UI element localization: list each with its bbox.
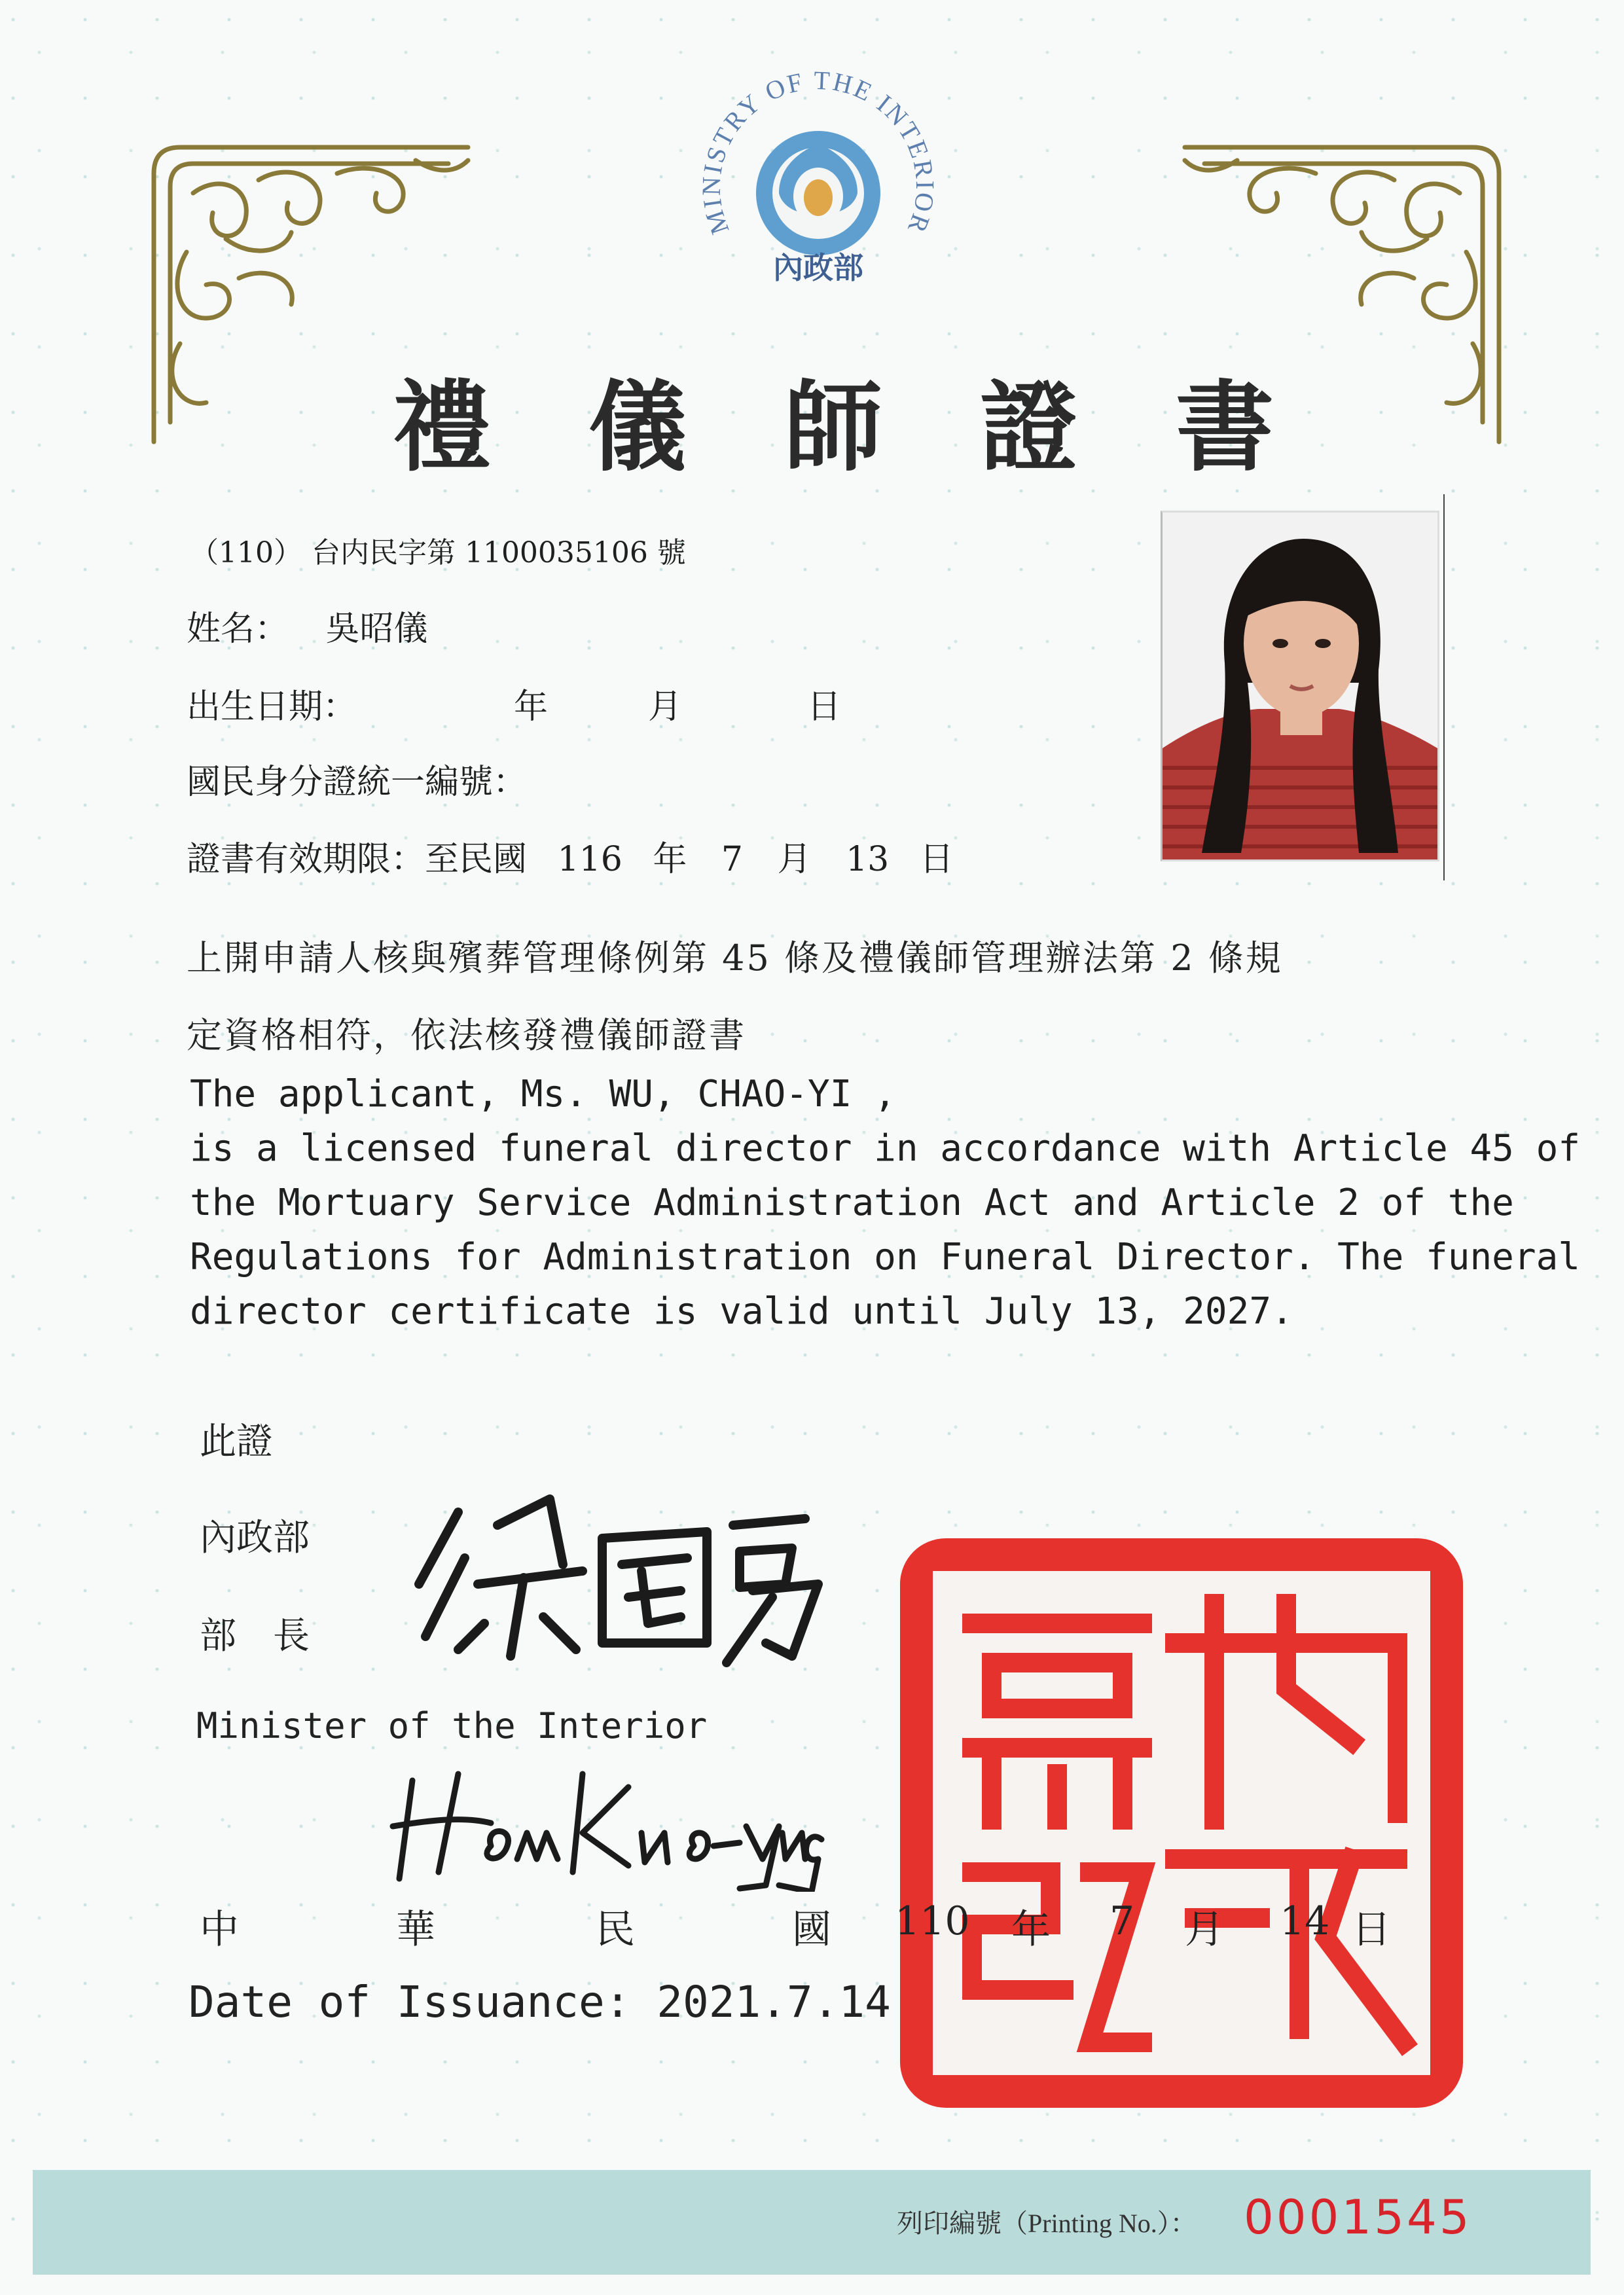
title-char: 書 (1175, 370, 1276, 485)
roc-era-char: 民 (596, 1907, 635, 1953)
roc-era-char: 華 (396, 1907, 435, 1953)
signature-english-icon (386, 1754, 825, 1892)
emblem-ring-text: MINISTRY OF THE INTERIOR (696, 65, 941, 239)
title-char: 儀 (588, 370, 689, 485)
title-char: 師 (784, 370, 885, 485)
signature-chinese-icon (399, 1486, 825, 1669)
roc-year-unit: 年 (1011, 1907, 1051, 1953)
id-number-label: 國民身分證統一編號： (187, 763, 528, 802)
birth-day-unit: 日 (807, 687, 842, 727)
name-row (187, 601, 428, 650)
name-label: 姓名： (187, 609, 289, 649)
roc-era-char: 中 (200, 1907, 239, 1953)
applicant-photo (1161, 511, 1439, 861)
chinese-statement (187, 920, 1443, 1074)
english-statement (190, 1067, 1581, 1339)
photo-frame-line (1443, 494, 1445, 880)
chinese-statement-line: 定資格相符，依法核發禮儀師證書 (187, 1015, 746, 1056)
validity-year-unit: 年 (653, 840, 687, 879)
validity-month-unit: 月 (777, 840, 812, 879)
issuance-date: Date of Issuance: 2021.7.14 (189, 1977, 891, 2027)
minister-title-en: Minister of the Interior (196, 1705, 708, 1746)
english-statement-line: the Mortuary Service Administration Act and Article 2 of the (190, 1182, 1514, 1224)
english-statement-line: director certificate is valid until July 13, 2027. (190, 1290, 1293, 1333)
birth-date-row (187, 679, 907, 725)
printing-number: 0001545 (1244, 2190, 1472, 2245)
title-char: 禮 (393, 370, 494, 485)
validity-label: 證書有效期限：至民國 (187, 840, 528, 879)
ministry-emblem-icon (681, 52, 956, 327)
english-statement-line: is a licensed funeral director in accordance with Article 45 of (190, 1127, 1581, 1170)
printing-label: 列印編號（Printing No.）： (897, 2209, 1197, 2238)
english-statement-line: The applicant, Ms. WU, CHAO-YI , (190, 1073, 896, 1115)
validity-month: 7 (721, 840, 743, 879)
birth-month-unit: 月 (648, 687, 683, 727)
name-value: 吳昭儀 (325, 609, 428, 649)
validity-day: 13 (846, 840, 890, 879)
certificate-number: （110） 台内民字第 1100035106 號 (190, 536, 686, 569)
ministry-name-zh: 內政部 (200, 1517, 310, 1559)
official-seal-icon (893, 1532, 1470, 2114)
closing-text: 此證 (200, 1420, 273, 1463)
chinese-statement-line: 上開申請人核與殯葬管理條例第 45 條及禮儀師管理辦法第 2 條規 (187, 937, 1283, 979)
roc-date-row (200, 1898, 1411, 1951)
title-char: 證 (979, 370, 1081, 485)
validity-day-unit: 日 (919, 840, 954, 879)
birth-date-label: 出生日期： (187, 687, 357, 727)
certificate-title (393, 353, 1276, 484)
roc-month: 7 (1110, 1898, 1135, 1944)
birth-year-unit: 年 (514, 687, 549, 727)
emblem-chinese-name: 內政部 (773, 250, 863, 285)
roc-month-unit: 月 (1185, 1907, 1224, 1953)
roc-day-unit: 日 (1352, 1907, 1391, 1953)
english-statement-line: Regulations for Administration on Funeral Director. The funeral (190, 1236, 1581, 1278)
id-number-row (187, 754, 527, 803)
roc-year: 110 (895, 1898, 970, 1944)
validity-row (187, 831, 954, 880)
roc-era-char: 國 (792, 1907, 831, 1953)
minister-title-zh: 部 長 (200, 1615, 310, 1657)
validity-year: 116 (557, 840, 623, 879)
roc-day: 14 (1280, 1898, 1330, 1944)
